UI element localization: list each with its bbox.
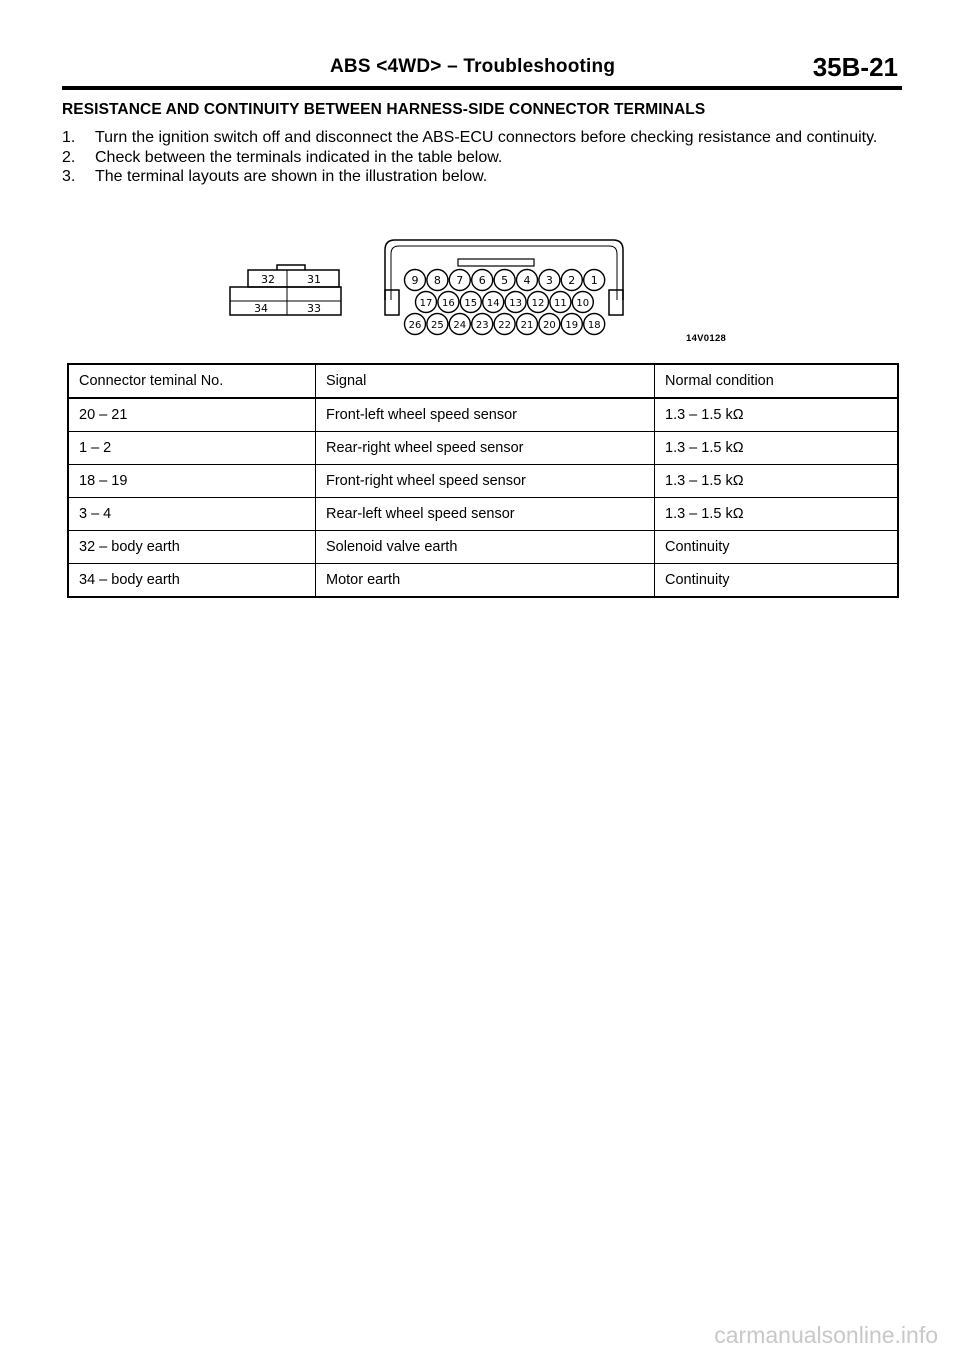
terminal-label: 32 bbox=[261, 273, 275, 286]
small-connector bbox=[230, 265, 341, 315]
page-number: 35B-21 bbox=[812, 52, 898, 82]
terminal-pin-label: 25 bbox=[431, 320, 444, 331]
step-number: 3. bbox=[62, 168, 76, 185]
terminal-cell: 34 – body earth bbox=[68, 564, 316, 598]
terminal-label: 33 bbox=[307, 302, 321, 315]
terminal-pin-label: 10 bbox=[576, 298, 590, 309]
terminal-pins bbox=[405, 270, 605, 335]
table-row bbox=[68, 531, 898, 564]
terminal-pin-label: 9 bbox=[411, 274, 419, 287]
terminal-pin-label: 8 bbox=[433, 274, 441, 287]
terminal-pin-label: 3 bbox=[545, 274, 553, 287]
page-title: ABS <4WD> – Troubleshooting bbox=[330, 56, 616, 77]
condition-cell: 1.3 – 1.5 kΩ bbox=[655, 498, 899, 531]
step-text: The terminal layouts are shown in the illustration below. bbox=[95, 168, 488, 185]
connector-diagram bbox=[225, 230, 745, 360]
terminal-pin-label: 12 bbox=[531, 298, 545, 309]
step-number: 1. bbox=[62, 129, 76, 146]
table-row bbox=[68, 465, 898, 498]
condition-cell: 1.3 – 1.5 kΩ bbox=[655, 398, 899, 432]
terminal-pin-label: 23 bbox=[475, 320, 489, 331]
terminal-pin-label: 15 bbox=[464, 298, 478, 309]
terminal-pin-label: 20 bbox=[543, 320, 556, 331]
terminal-pin-label: 4 bbox=[523, 274, 531, 287]
terminal-pin-label: 24 bbox=[453, 320, 467, 331]
terminal-label: 31 bbox=[307, 273, 321, 286]
instruction-step bbox=[62, 128, 902, 148]
signal-cell: Rear-left wheel speed sensor bbox=[316, 498, 655, 531]
resistance-continuity-table bbox=[67, 363, 899, 598]
signal-cell: Front-left wheel speed sensor bbox=[316, 398, 655, 432]
condition-cell: Continuity bbox=[655, 564, 899, 598]
terminal-cell: 3 – 4 bbox=[68, 498, 316, 531]
terminal-pin-label: 22 bbox=[498, 320, 511, 331]
terminal-pin-label: 5 bbox=[501, 274, 509, 287]
connector-diagram-svg bbox=[225, 230, 745, 360]
signal-cell: Solenoid valve earth bbox=[316, 531, 655, 564]
terminal-pin-label: 11 bbox=[554, 298, 567, 309]
terminal-pin-label: 18 bbox=[587, 320, 601, 331]
terminal-pin-label: 14 bbox=[486, 298, 500, 309]
column-header: Normal condition bbox=[655, 364, 899, 398]
table-row bbox=[68, 398, 898, 432]
terminal-pin-label: 19 bbox=[565, 320, 579, 331]
condition-cell: 1.3 – 1.5 kΩ bbox=[655, 432, 899, 465]
signal-cell: Front-right wheel speed sensor bbox=[316, 465, 655, 498]
large-connector bbox=[385, 240, 623, 335]
signal-cell: Motor earth bbox=[316, 564, 655, 598]
terminal-cell: 18 – 19 bbox=[68, 465, 316, 498]
table-row bbox=[68, 564, 898, 598]
condition-cell: 1.3 – 1.5 kΩ bbox=[655, 465, 899, 498]
terminal-cell: 1 – 2 bbox=[68, 432, 316, 465]
watermark: carmanualsonline.info bbox=[714, 1322, 938, 1348]
section-heading: RESISTANCE AND CONTINUITY BETWEEN HARNESS-SIDE CONNECTOR TERMINALS bbox=[62, 101, 706, 118]
terminal-pin-label: 6 bbox=[478, 274, 486, 287]
terminal-pin-label: 1 bbox=[590, 274, 598, 287]
terminal-pin-label: 13 bbox=[509, 298, 522, 309]
table-row bbox=[68, 498, 898, 531]
column-header: Connector teminal No. bbox=[68, 364, 316, 398]
terminal-label: 34 bbox=[254, 302, 268, 315]
figure-code: 14V0128 bbox=[686, 333, 727, 344]
table-header-row bbox=[68, 364, 898, 398]
condition-cell: Continuity bbox=[655, 531, 899, 564]
terminal-pin-label: 26 bbox=[408, 320, 422, 331]
step-text: Turn the ignition switch off and disconnect the ABS-ECU connectors before checking resistance and continuity. bbox=[95, 129, 878, 146]
terminal-cell: 20 – 21 bbox=[68, 398, 316, 432]
instruction-step bbox=[62, 148, 902, 168]
signal-cell: Rear-right wheel speed sensor bbox=[316, 432, 655, 465]
terminal-cell: 32 – body earth bbox=[68, 531, 316, 564]
terminal-pin-label: 21 bbox=[520, 320, 534, 331]
terminal-pin-label: 2 bbox=[568, 274, 576, 287]
terminal-pin-label: 17 bbox=[419, 298, 433, 309]
instruction-step bbox=[62, 167, 902, 187]
column-header: Signal bbox=[316, 364, 655, 398]
step-number: 2. bbox=[62, 148, 76, 166]
terminal-pin-label: 7 bbox=[456, 274, 464, 287]
table-row bbox=[68, 432, 898, 465]
page-header bbox=[62, 52, 902, 90]
terminal-pin-label: 16 bbox=[442, 298, 455, 309]
step-text: Check between the terminals indicated in the table below. bbox=[95, 148, 503, 166]
instruction-list bbox=[62, 128, 902, 187]
